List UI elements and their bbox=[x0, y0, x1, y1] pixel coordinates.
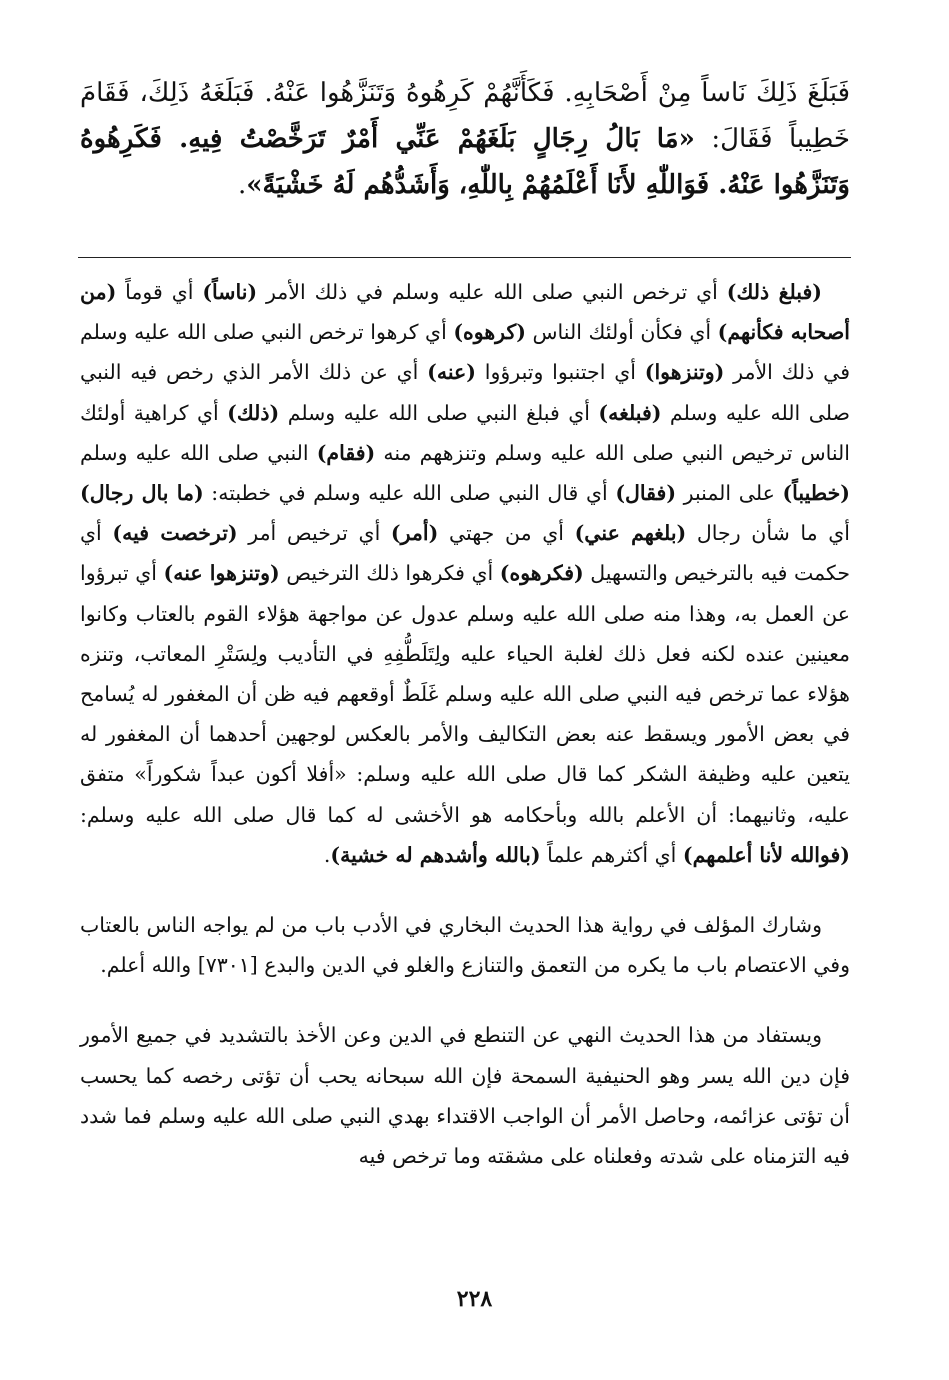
commentary-bold-term: (وتنزهوا عنه) bbox=[163, 561, 280, 586]
commentary-text: أي قوماً bbox=[116, 280, 203, 304]
commentary-text: أي ترخص النبي صلى الله عليه وسلم في ذلك الأمر bbox=[257, 280, 727, 304]
paragraph-spacer bbox=[80, 985, 850, 1015]
commentary-text: أي ترخيص أمر bbox=[237, 521, 391, 546]
commentary-text: على المنبر bbox=[676, 481, 783, 506]
commentary-bold-term: (كرهوه) bbox=[453, 320, 526, 345]
paragraph-spacer bbox=[80, 875, 850, 905]
commentary-bold-term: (عنه) bbox=[427, 360, 476, 385]
commentary-bold-term: (بلغهم عني) bbox=[574, 521, 687, 546]
footnote-separator-line bbox=[78, 257, 851, 258]
commentary-bold-term: (خطيباً) bbox=[782, 481, 850, 506]
commentary-paragraph-1 bbox=[80, 272, 850, 875]
commentary-bold-term: (فقال) bbox=[615, 481, 677, 506]
commentary-text: أي فكأن أولئك الناس bbox=[525, 320, 718, 345]
commentary-text: أي كرهوا ترخص النبي صلى الله عليه وسلم في ذلك الأمر bbox=[80, 320, 850, 385]
commentary-text: أي عن ذلك الأمر الذي رخص فيه النبي صلى الله عليه وسلم bbox=[80, 360, 850, 425]
commentary-text: النبي صلى الله عليه وسلم bbox=[80, 440, 317, 465]
commentary-text: . bbox=[323, 842, 331, 867]
commentary-text: أي تبرؤوا عن العمل به، وهذا منه صلى الله عليه وسلم عدول عن مواجهة هؤلاء القوم بالعتاب وكانوا معينين عنده لكنه فعل ذلك لغلبة الحياء عليه ولِتَلَطُّفِهِ في التأديب ولِسَتْرِ المعاتب، وتنزه هؤلاء عما ترخص فيه النبي صلى الله عليه وسلم غَلَطٌ أوقعهم فيه ظن أن المغفور له يُسامح في بعض الأمور ويسقط عنه بعض التكاليف والأمر بالعكس لوجهين أحدهما أن المغفور له يتعين عليه وظيفة الشكر كما قال صلى الله عليه وسلم: «أفلا أكون عبداً شكوراً» متفق عليه، وثانيهما: أن الأعلم بالله وبأحكامه هو الأخشى له كما قال صلى الله عليه وسلم: bbox=[80, 561, 851, 827]
commentary-bold-term: (ترخصت فيه) bbox=[112, 521, 238, 546]
commentary-bold-term: (من أصحابه فكأنهم) bbox=[80, 280, 851, 345]
commentary-bold-term: (بالله وأشدهم له خشية) bbox=[330, 842, 541, 867]
hadith-end: . bbox=[238, 170, 247, 200]
commentary-bold-term: (ناساً) bbox=[202, 280, 258, 304]
commentary-bold-term: (ما بال رجال) bbox=[80, 481, 204, 506]
commentary-text: أي قال النبي صلى الله عليه وسلم في خطبته: bbox=[203, 481, 616, 506]
hadith-paragraph bbox=[80, 70, 850, 208]
commentary-bold-term: (فبلغه) bbox=[598, 400, 662, 425]
commentary-paragraph-3: ويستفاد من هذا الحديث النهي عن التنطع في الدين وعن الأخذ بالتشديد في جميع الأمور فإن دين الله يسر وهو الحنيفية السمحة فإن الله سبحانه يحب أن تؤتى رخصه كما يحسب أن تؤتى عزائمه، وحاصل الأمر أن الواجب الاقتداء بهدي النبي صلى الله عليه وسلم فما شدد فيه التزمناه على شدته وفعلناه على مشقته وما ترخص فيه bbox=[80, 1023, 850, 1169]
commentary-bold-term: (ذلك) bbox=[227, 400, 280, 425]
commentary-bold-term: (وتنزهوا) bbox=[644, 360, 725, 385]
commentary-bold-term: (فوالله لأنا أعلمهم) bbox=[682, 842, 850, 867]
commentary-text: أي من جهتي bbox=[438, 521, 575, 546]
commentary-block bbox=[80, 272, 850, 1176]
commentary-text: أي فبلغ النبي صلى الله عليه وسلم bbox=[279, 400, 599, 425]
commentary-bold-term: (فقام) bbox=[316, 440, 376, 465]
commentary-text: أي حكمت فيه بالترخيص والتسهيل bbox=[80, 521, 850, 586]
commentary-text: أي أكثرهم علماً bbox=[540, 842, 683, 867]
commentary-bold-term: (أمر) bbox=[390, 521, 439, 546]
hadith-text-block bbox=[80, 70, 850, 208]
commentary-text: أي فكرهوا ذلك الترخيص bbox=[279, 561, 500, 586]
commentary-text: أي اجتنبوا وتبرؤوا bbox=[475, 360, 645, 385]
commentary-text: أي كراهية أولئك الناس ترخيص النبي صلى الله عليه وسلم وتنزههم منه bbox=[80, 400, 850, 465]
hadith-lead: فَبَلَغَ ذَلِكَ نَاساً مِنْ أَصْحَابِهِ. فَكَأَنَّهُمْ كَرِهُوهُ وَتَنَزَّهُوا عَنْهُ. فَبَلَغَهُ ذَلِكَ، فَقَامَ خَطِيباً فَقَالَ: bbox=[80, 78, 850, 154]
commentary-bold-term: (فبلغ ذلك) bbox=[726, 280, 822, 304]
commentary-text: أي ما شأن رجال bbox=[686, 521, 850, 546]
commentary-paragraph-2: وشارك المؤلف في رواية هذا الحديث البخاري في الأدب باب من لم يواجه الناس بالعتاب وفي الاعتصام باب ما يكره من التعمق والتنازع والغلو في الدين والبدع [٧٣٠١] والله أعلم. bbox=[80, 913, 850, 978]
hadith-quote: «مَا بَالُ رِجَالٍ بَلَغَهُمْ عَنِّي أَمْرٌ تَرَخَّصْتُ فِيهِ. فَكَرِهُوهُ وَتَنَزَّهُوا عَنْهُ. فَوَاللّٰهِ لأَنَا أَعْلَمُهُمْ بِاللّٰهِ، وَأَشَدُّهُم لَهُ خَشْيَةً» bbox=[80, 124, 850, 200]
commentary-bold-term: (فكرهوه) bbox=[499, 561, 584, 586]
page-number: ٢٢٨ bbox=[456, 1286, 493, 1312]
